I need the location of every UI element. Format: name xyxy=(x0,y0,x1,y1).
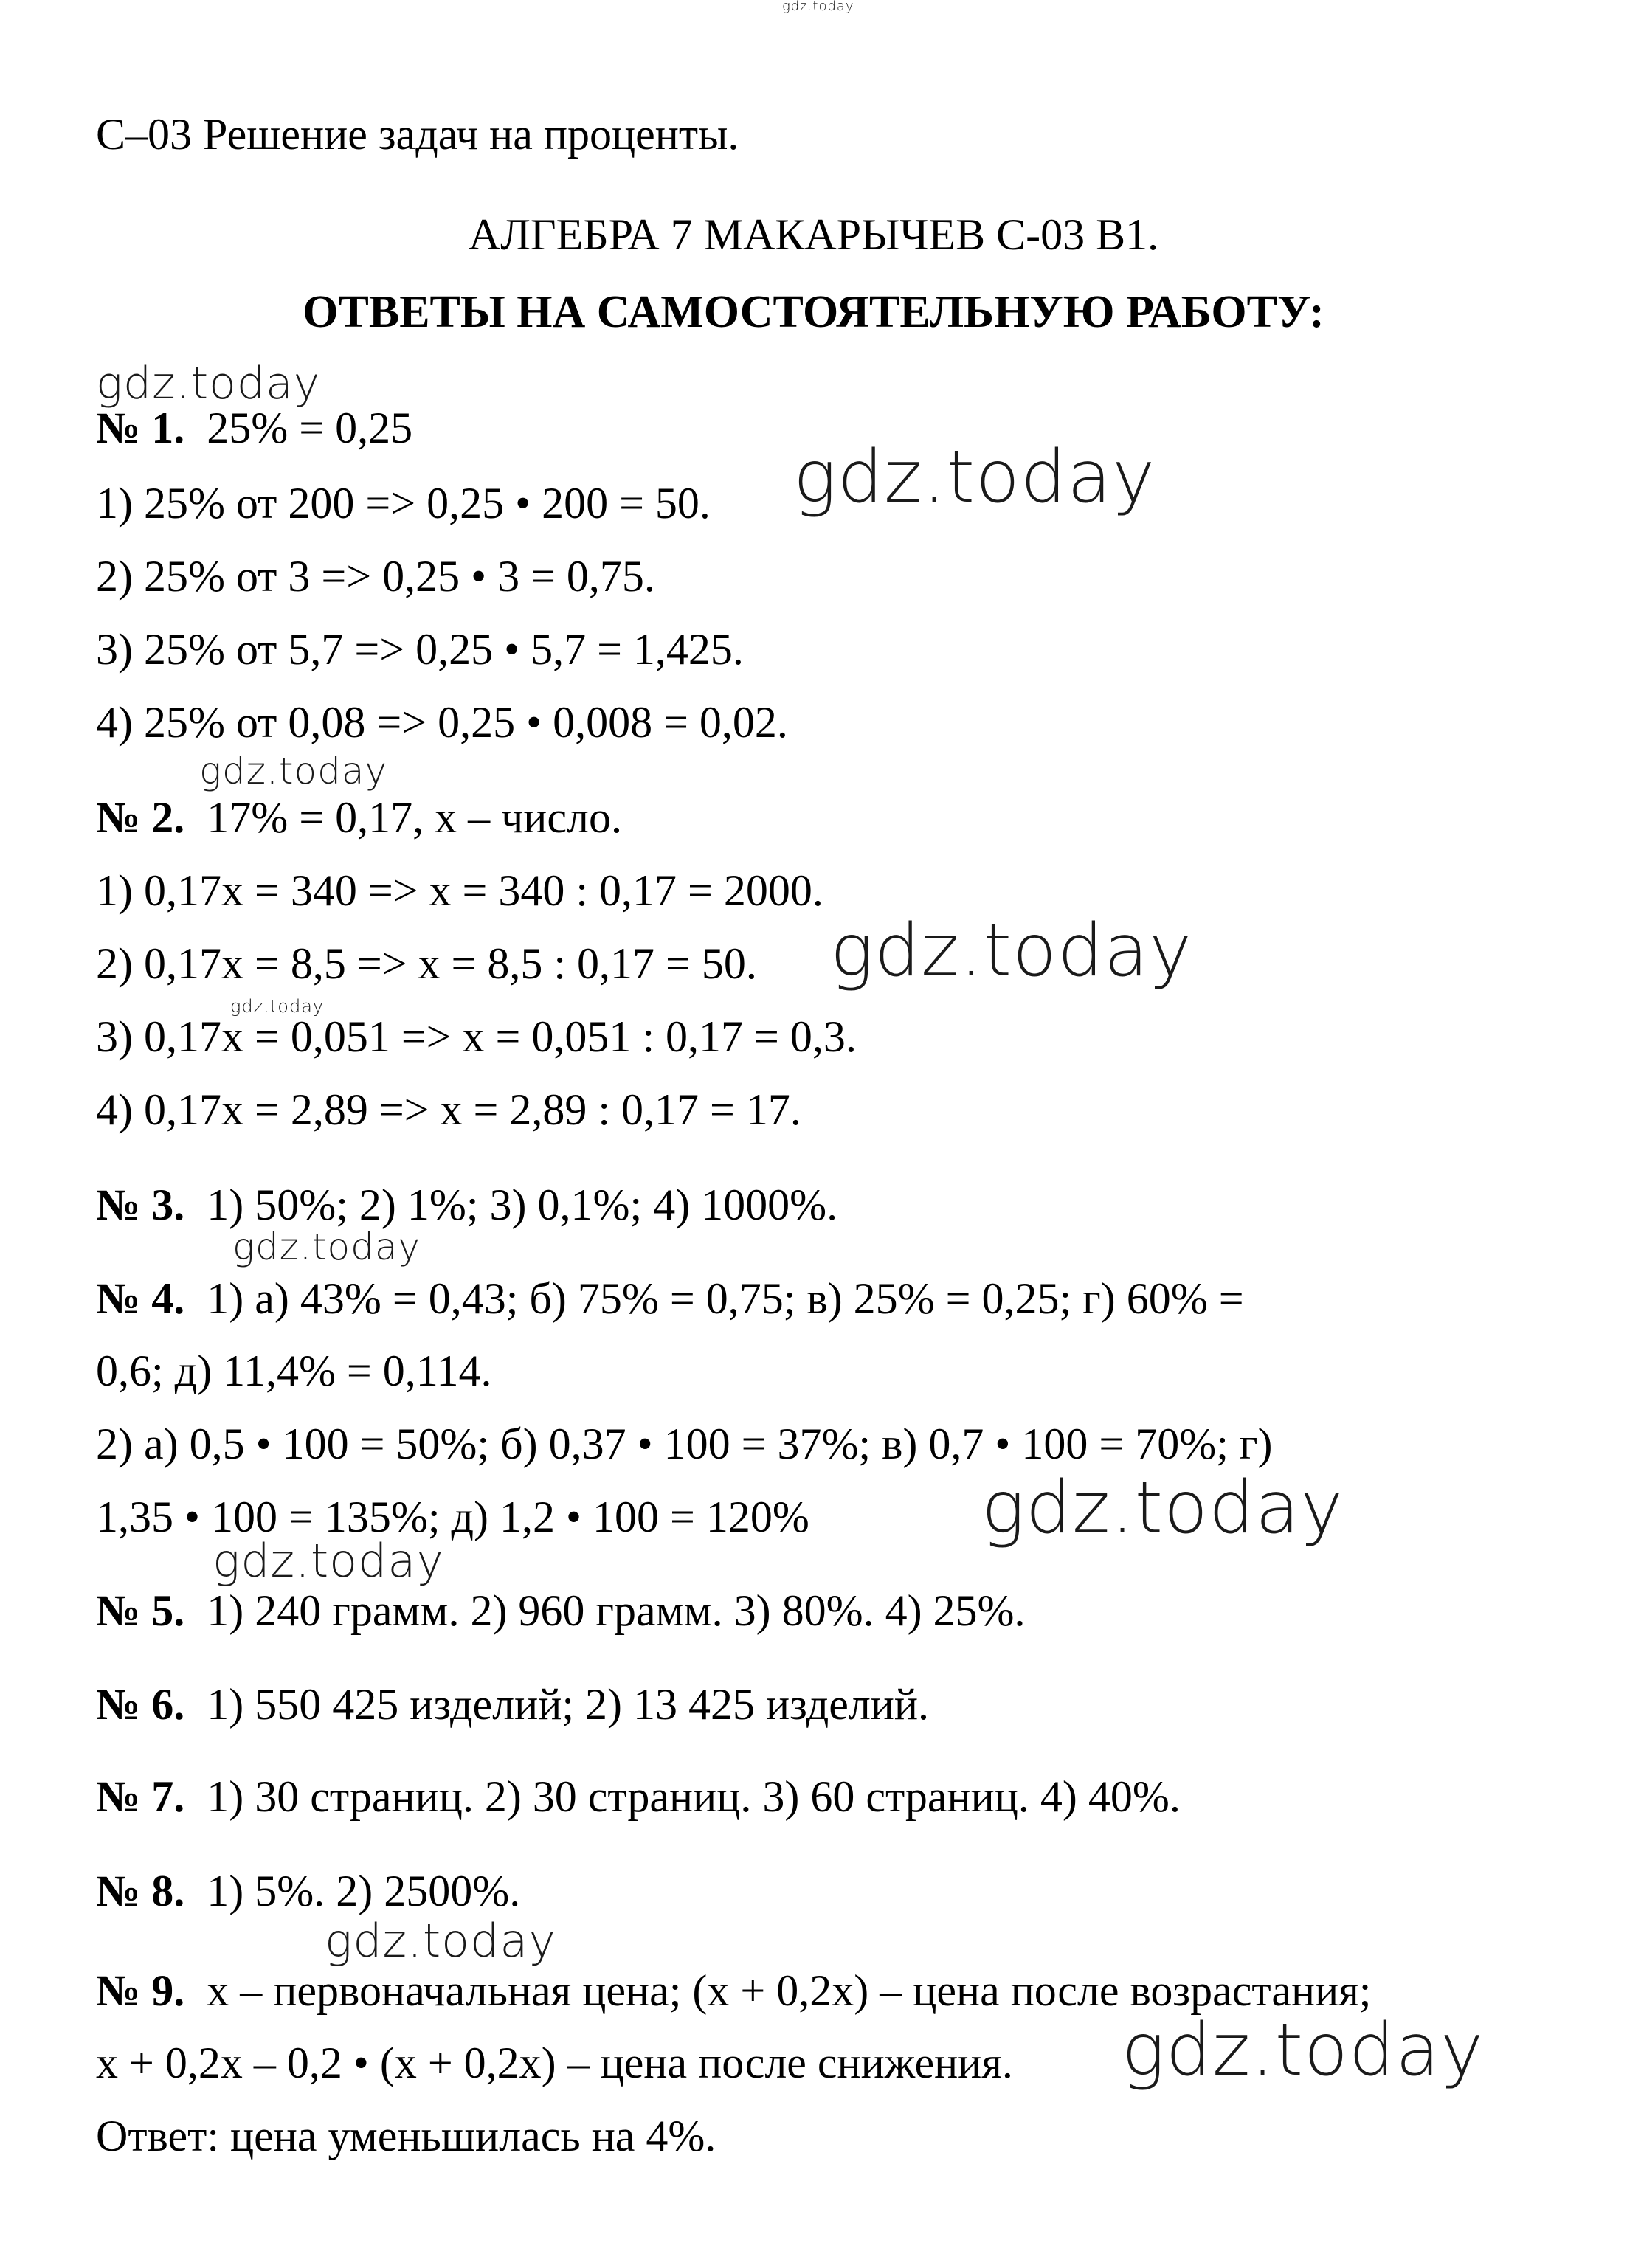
watermark: gdz.today xyxy=(793,435,1156,519)
task-2-line-3: 3) 0,17x = 0,051 => x = 0,051 : 0,17 = 0,3. xyxy=(96,1012,857,1061)
task-5 xyxy=(96,1588,1026,1633)
task-7 xyxy=(96,1774,1181,1819)
watermark: gdz.today xyxy=(830,909,1193,993)
task-2-line-4: 4) 0,17x = 2,89 => x = 2,89 : 0,17 = 17. xyxy=(96,1085,801,1134)
task-9-header xyxy=(96,1968,1371,2013)
task-4-line-2: 2) а) 0,5 • 100 = 50%; б) 0,37 • 100 = 37%; в) 0,7 • 100 = 70%; г) xyxy=(96,1420,1273,1468)
watermark: gdz.today xyxy=(981,1466,1344,1550)
topic-line: С–03 Решение задач на проценты. xyxy=(96,110,739,159)
task-text: 1) 5%. 2) 2500%. xyxy=(207,1867,521,1915)
task-4-header xyxy=(96,1276,1244,1321)
task-number: № 1. xyxy=(96,404,185,452)
watermark-top: gdz.today xyxy=(782,0,854,14)
task-2-header xyxy=(96,795,622,840)
task-text: 25% = 0,25 xyxy=(207,404,413,452)
task-text: 1) а) 43% = 0,43; б) 75% = 0,75; в) 25% = 0,25; г) 60% = xyxy=(207,1274,1244,1323)
watermark: gdz.today xyxy=(213,1534,445,1588)
watermark: gdz.today xyxy=(230,996,325,1017)
answer-line: Ответ: цена уменьшилась на 4%. xyxy=(96,2112,716,2160)
task-number: № 7. xyxy=(96,1772,185,1821)
task-number: № 4. xyxy=(96,1274,185,1323)
task-text: 1) 240 грамм. 2) 960 грамм. 3) 80%. 4) 25%. xyxy=(207,1586,1026,1635)
task-text: 1) 550 425 изделий; 2) 13 425 изделий. xyxy=(207,1680,930,1729)
task-1-line-3: 3) 25% от 5,7 => 0,25 • 5,7 = 1,425. xyxy=(96,625,744,674)
task-text: 17% = 0,17, x – число. xyxy=(207,793,622,842)
task-number: № 2. xyxy=(96,793,185,842)
watermark: gdz.today xyxy=(1122,2008,1485,2092)
page-heading: ОТВЕТЫ НА САМОСТОЯТЕЛЬНУЮ РАБОТУ: xyxy=(303,287,1324,337)
task-6 xyxy=(96,1680,930,1729)
task-4-line-1: 0,6; д) 11,4% = 0,114. xyxy=(96,1346,492,1395)
watermark: gdz.today xyxy=(199,750,388,792)
task-text: x – первоначальная цена; (x + 0,2x) – цена после возрастания; xyxy=(207,1966,1372,2015)
task-number: № 9. xyxy=(96,1966,185,2015)
task-text: 1) 50%; 2) 1%; 3) 0,1%; 4) 1000%. xyxy=(207,1180,838,1229)
task-number: № 3. xyxy=(96,1180,185,1229)
task-1-line-2: 2) 25% от 3 => 0,25 • 3 = 0,75. xyxy=(96,552,655,601)
task-3 xyxy=(96,1180,838,1229)
task-9-line-1: x + 0,2x – 0,2 • (x + 0,2x) – цена после снижения. xyxy=(96,2039,1013,2087)
book-title: АЛГЕБРА 7 МАКАРЫЧЕВ С-03 В1. xyxy=(468,210,1159,259)
task-1-line-4: 4) 25% от 0,08 => 0,25 • 0,008 = 0,02. xyxy=(96,698,788,747)
watermark: gdz.today xyxy=(232,1225,421,1268)
task-2-line-2: 2) 0,17x = 8,5 => x = 8,5 : 0,17 = 50. xyxy=(96,939,757,988)
task-2-line-1: 1) 0,17x = 340 => x = 340 : 0,17 = 2000. xyxy=(96,866,823,915)
task-number: № 6. xyxy=(96,1680,185,1729)
task-1-line-1: 1) 25% от 200 => 0,25 • 200 = 50. xyxy=(96,479,711,528)
task-text: 1) 30 страниц. 2) 30 страниц. 3) 60 страниц. 4) 40%. xyxy=(207,1772,1181,1821)
task-8 xyxy=(96,1869,520,1913)
watermark: gdz.today xyxy=(325,1914,557,1968)
task-4-line-3: 1,35 • 100 = 135%; д) 1,2 • 100 = 120% xyxy=(96,1493,809,1541)
task-1-header xyxy=(96,406,412,450)
watermark: gdz.today xyxy=(96,358,321,409)
task-number: № 8. xyxy=(96,1867,185,1915)
task-number: № 5. xyxy=(96,1586,185,1635)
